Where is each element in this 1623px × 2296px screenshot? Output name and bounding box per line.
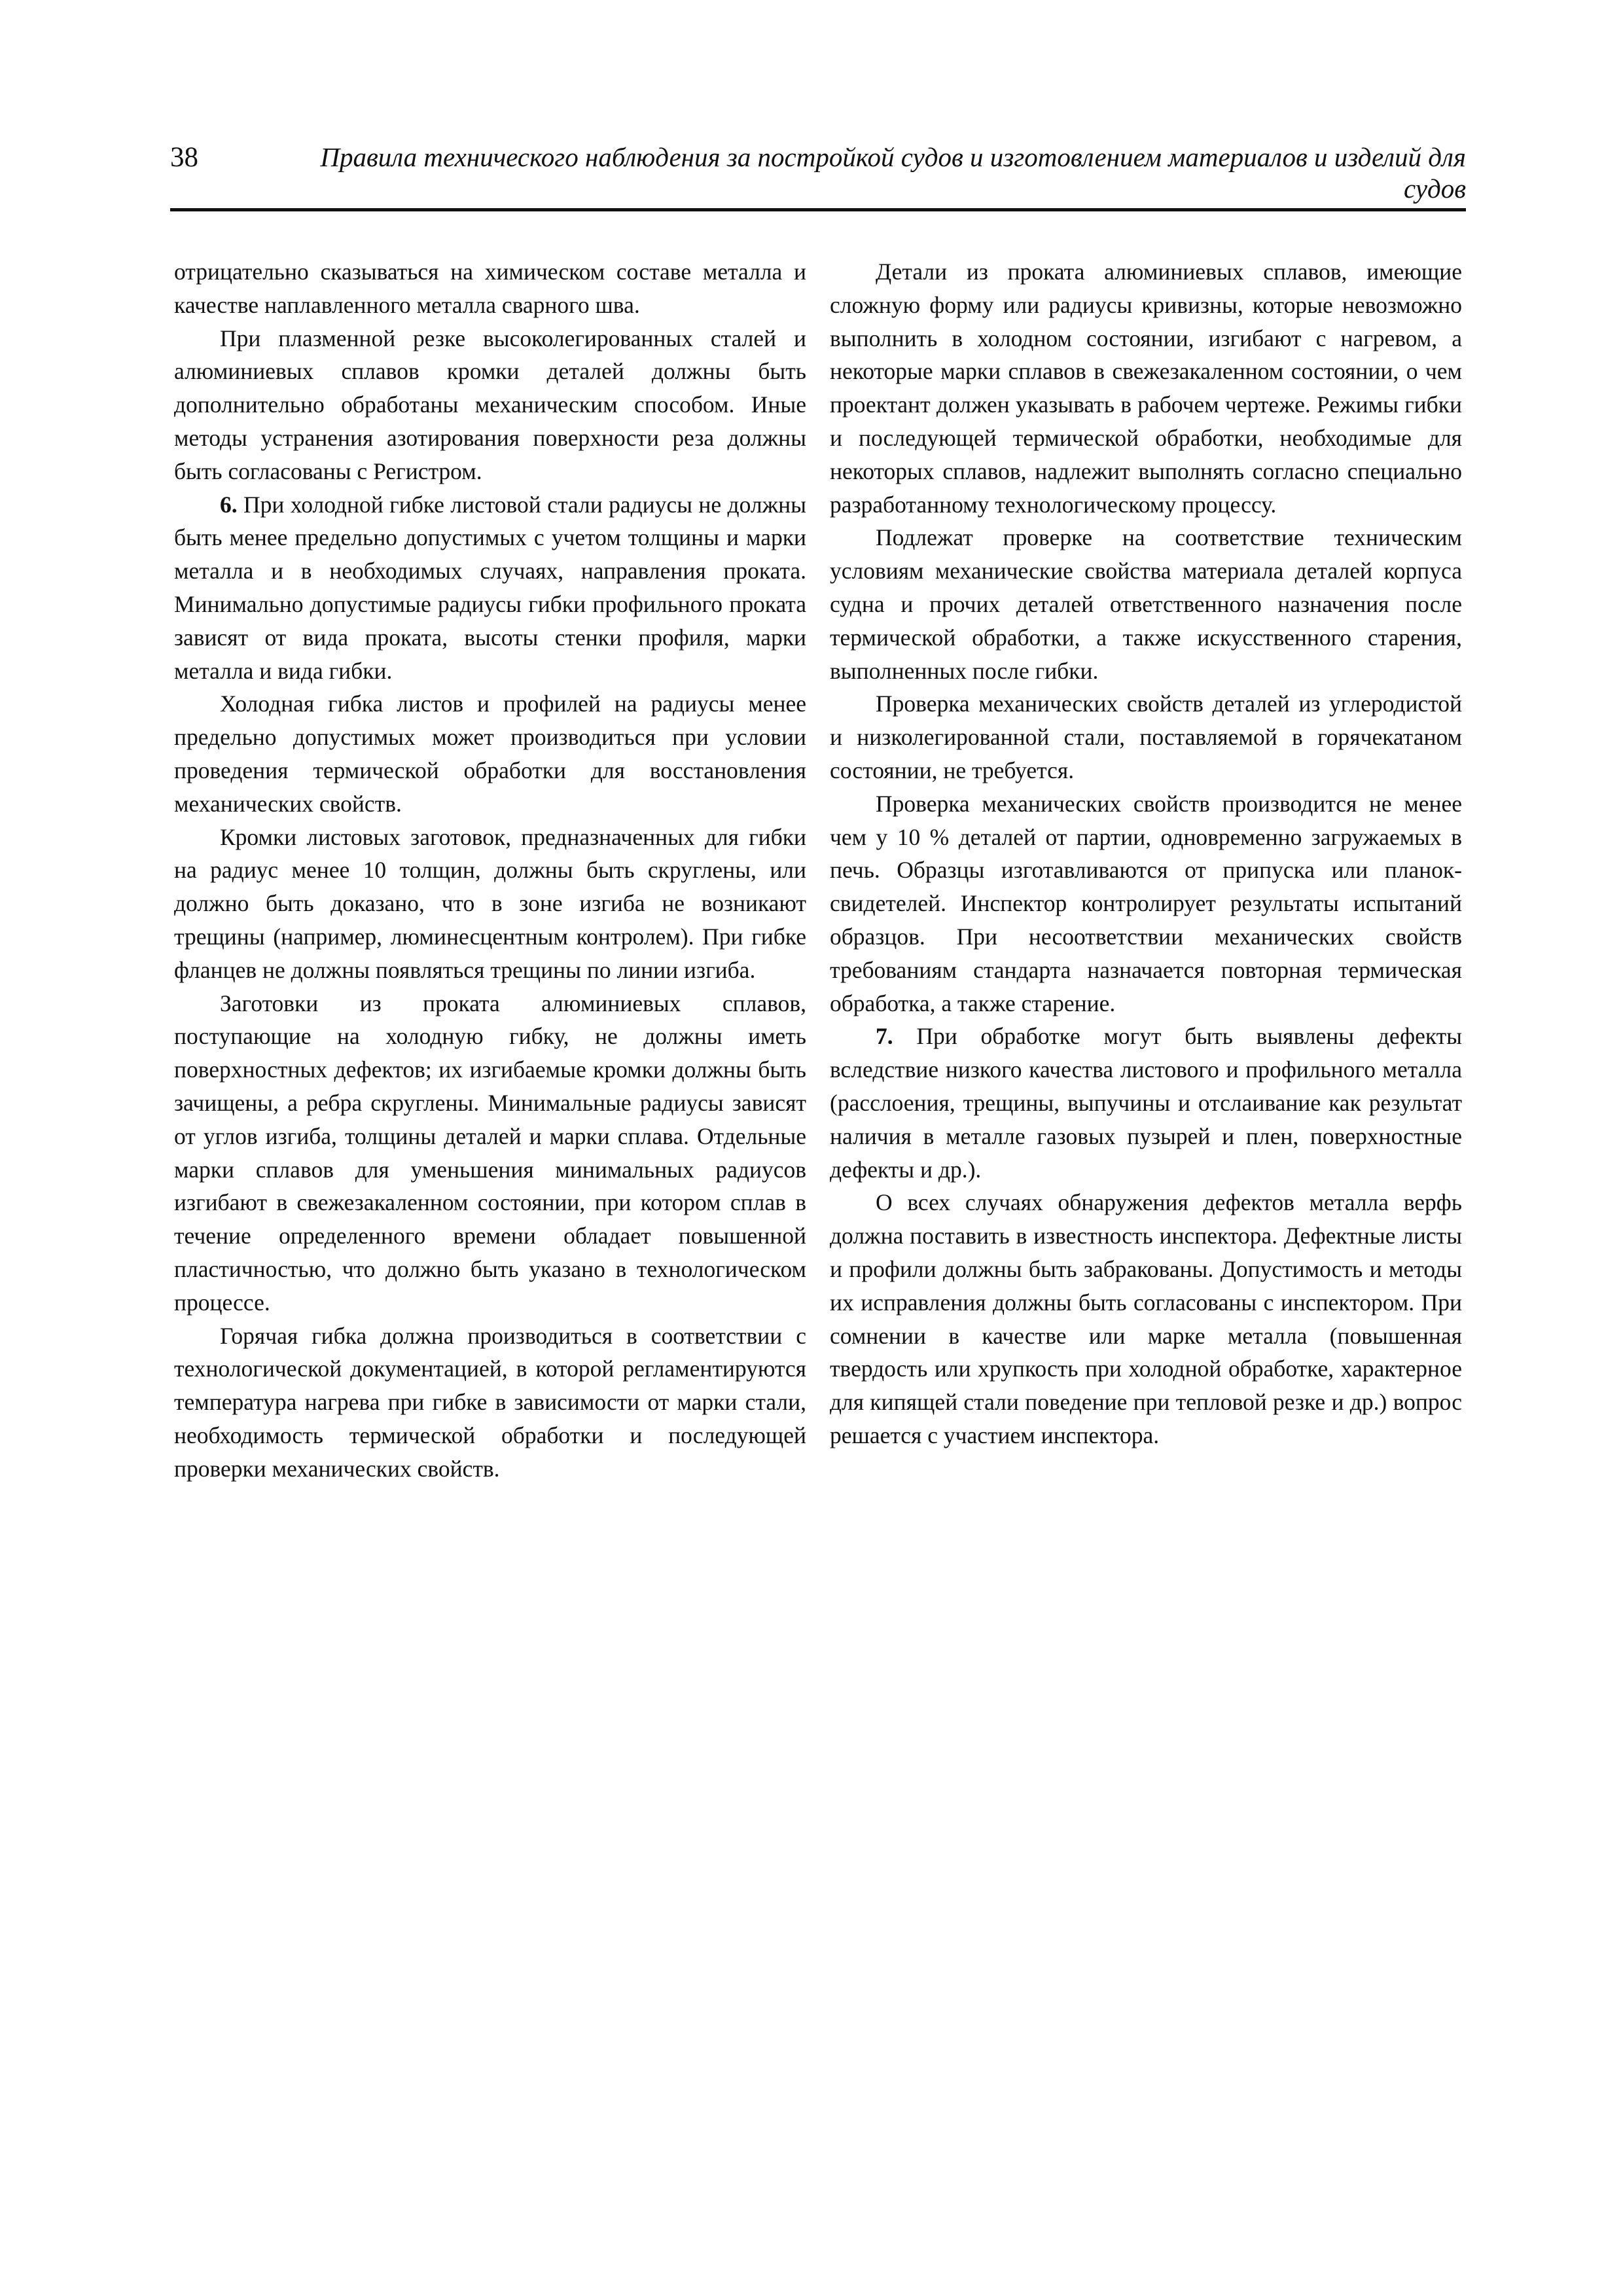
paragraph-text: При холодной гибке листовой стали радиусы не должны быть менее предельно допустимых с учетом толщины и марки металла и в необходимых случаях, направления проката. Минимально допустимые радиусы гибки профильного проката зависят от вида проката, высоты стенки профиля, марки металла и вида гибки. — [174, 491, 806, 684]
paragraph-item-7 — [830, 1020, 1462, 1186]
paragraph: отрицательно сказываться на химическом составе металла и качестве наплавленного металла сварного шва. — [174, 259, 806, 318]
paragraph: Кромки листовых заготовок, предназначенных для гибки на радиус менее 10 толщин, должны быть скруглены, или должно быть доказано, что в зоне изгиба не возникают трещины (например, люминесцентным контролем). При гибке фланцев не должны появляться трещины по линии изгиба. — [174, 823, 806, 983]
running-title: Правила технического наблюдения за постройкой судов и изготовлением материалов и изделий для судов — [320, 142, 1466, 204]
item-number: 6. — [220, 491, 238, 518]
item-number: 7. — [876, 1023, 893, 1050]
paragraph: Горячая гибка должна производиться в соответствии с технологической документацией, в которой регламентируются температура нагрева при гибке в зависимости от марки стали, необходимость термической обработки и последующей проверки механических свойств. — [174, 1322, 806, 1482]
paragraph-item-6 — [174, 488, 806, 688]
right-column — [830, 255, 1462, 1452]
paragraph: Проверка механических свойств производится не менее чем у 10 % деталей от партии, одновременно загружаемых в печь. Образцы изготавливаются от припуска или планок-свидетелей. Инспектор контролирует результаты испытаний образцов. При несоответствии механических свойств требованиям стандарта назначается повторная термическая обработка, а также старение. — [830, 790, 1462, 1016]
running-header — [170, 141, 1466, 211]
left-column — [174, 255, 806, 1485]
paragraph-text: При обработке могут быть выявлены дефекты вследствие низкого качества листового и профильного металла (расслоения, трещины, выпучины и отслаивание как результат наличия в металле газовых пузырей и плен, поверхностные дефекты и др.). — [830, 1023, 1462, 1183]
paragraph: Детали из проката алюминиевых сплавов, имеющие сложную форму или радиусы кривизны, которые невозможно выполнить в холодном состоянии, изгибают с нагревом, а некоторые марки сплавов в свежезакаленном состоянии, о чем проектант должен указывать в рабочем чертеже. Режимы гибки и последующей термической обработки, необходимые для некоторых сплавов, надлежит выполнять согласно специально разработанному технологическому процессу. — [830, 259, 1462, 518]
paragraph: Подлежат проверке на соответствие техническим условиям механические свойства материала деталей корпуса судна и прочих деталей ответственного назначения после термической обработки, а также искусственного старения, выполненных после гибки. — [830, 524, 1462, 684]
paragraph: При плазменной резке высоколегированных сталей и алюминиевых сплавов кромки деталей должны быть дополнительно обработаны механическим способом. Иные методы устранения азотирования поверхности реза должны быть согласованы с Регистром. — [174, 325, 806, 484]
paragraph: Заготовки из проката алюминиевых сплавов, поступающие на холодную гибку, не должны иметь поверхностных дефектов; их изгибаемые кромки должны быть зачищены, а ребра скруглены. Минимальные радиусы зависят от углов изгиба, толщины деталей и марки сплава. Отдельные марки сплавов для уменьшения минимальных радиусов изгибают в свежезакаленном состоянии, при котором сплав в течение определенного времени обладает повышенной пластичностью, что должно быть указано в технологическом процессе. — [174, 990, 806, 1316]
paragraph: Проверка механических свойств деталей из углеродистой и низколегированной стали, поставляемой в горячекатаном состоянии, не требуется. — [830, 691, 1462, 783]
paragraph: Холодная гибка листов и профилей на радиусы менее предельно допустимых может производиться при условии проведения термической обработки для восстановления механических свойств. — [174, 691, 806, 817]
paragraph: О всех случаях обнаружения дефектов металла верфь должна поставить в известность инспектора. Дефектные листы и профили должны быть забракованы. Допустимость и методы их исправления должны быть согласованы с инспектором. При сомнении в качестве или марке металла (повышенная твердость или хрупкость при холодной обработке, характерное для кипящей стали поведение при тепловой резке и др.) вопрос решается с участием инспектора. — [830, 1189, 1462, 1448]
page-number: 38 — [170, 142, 198, 173]
